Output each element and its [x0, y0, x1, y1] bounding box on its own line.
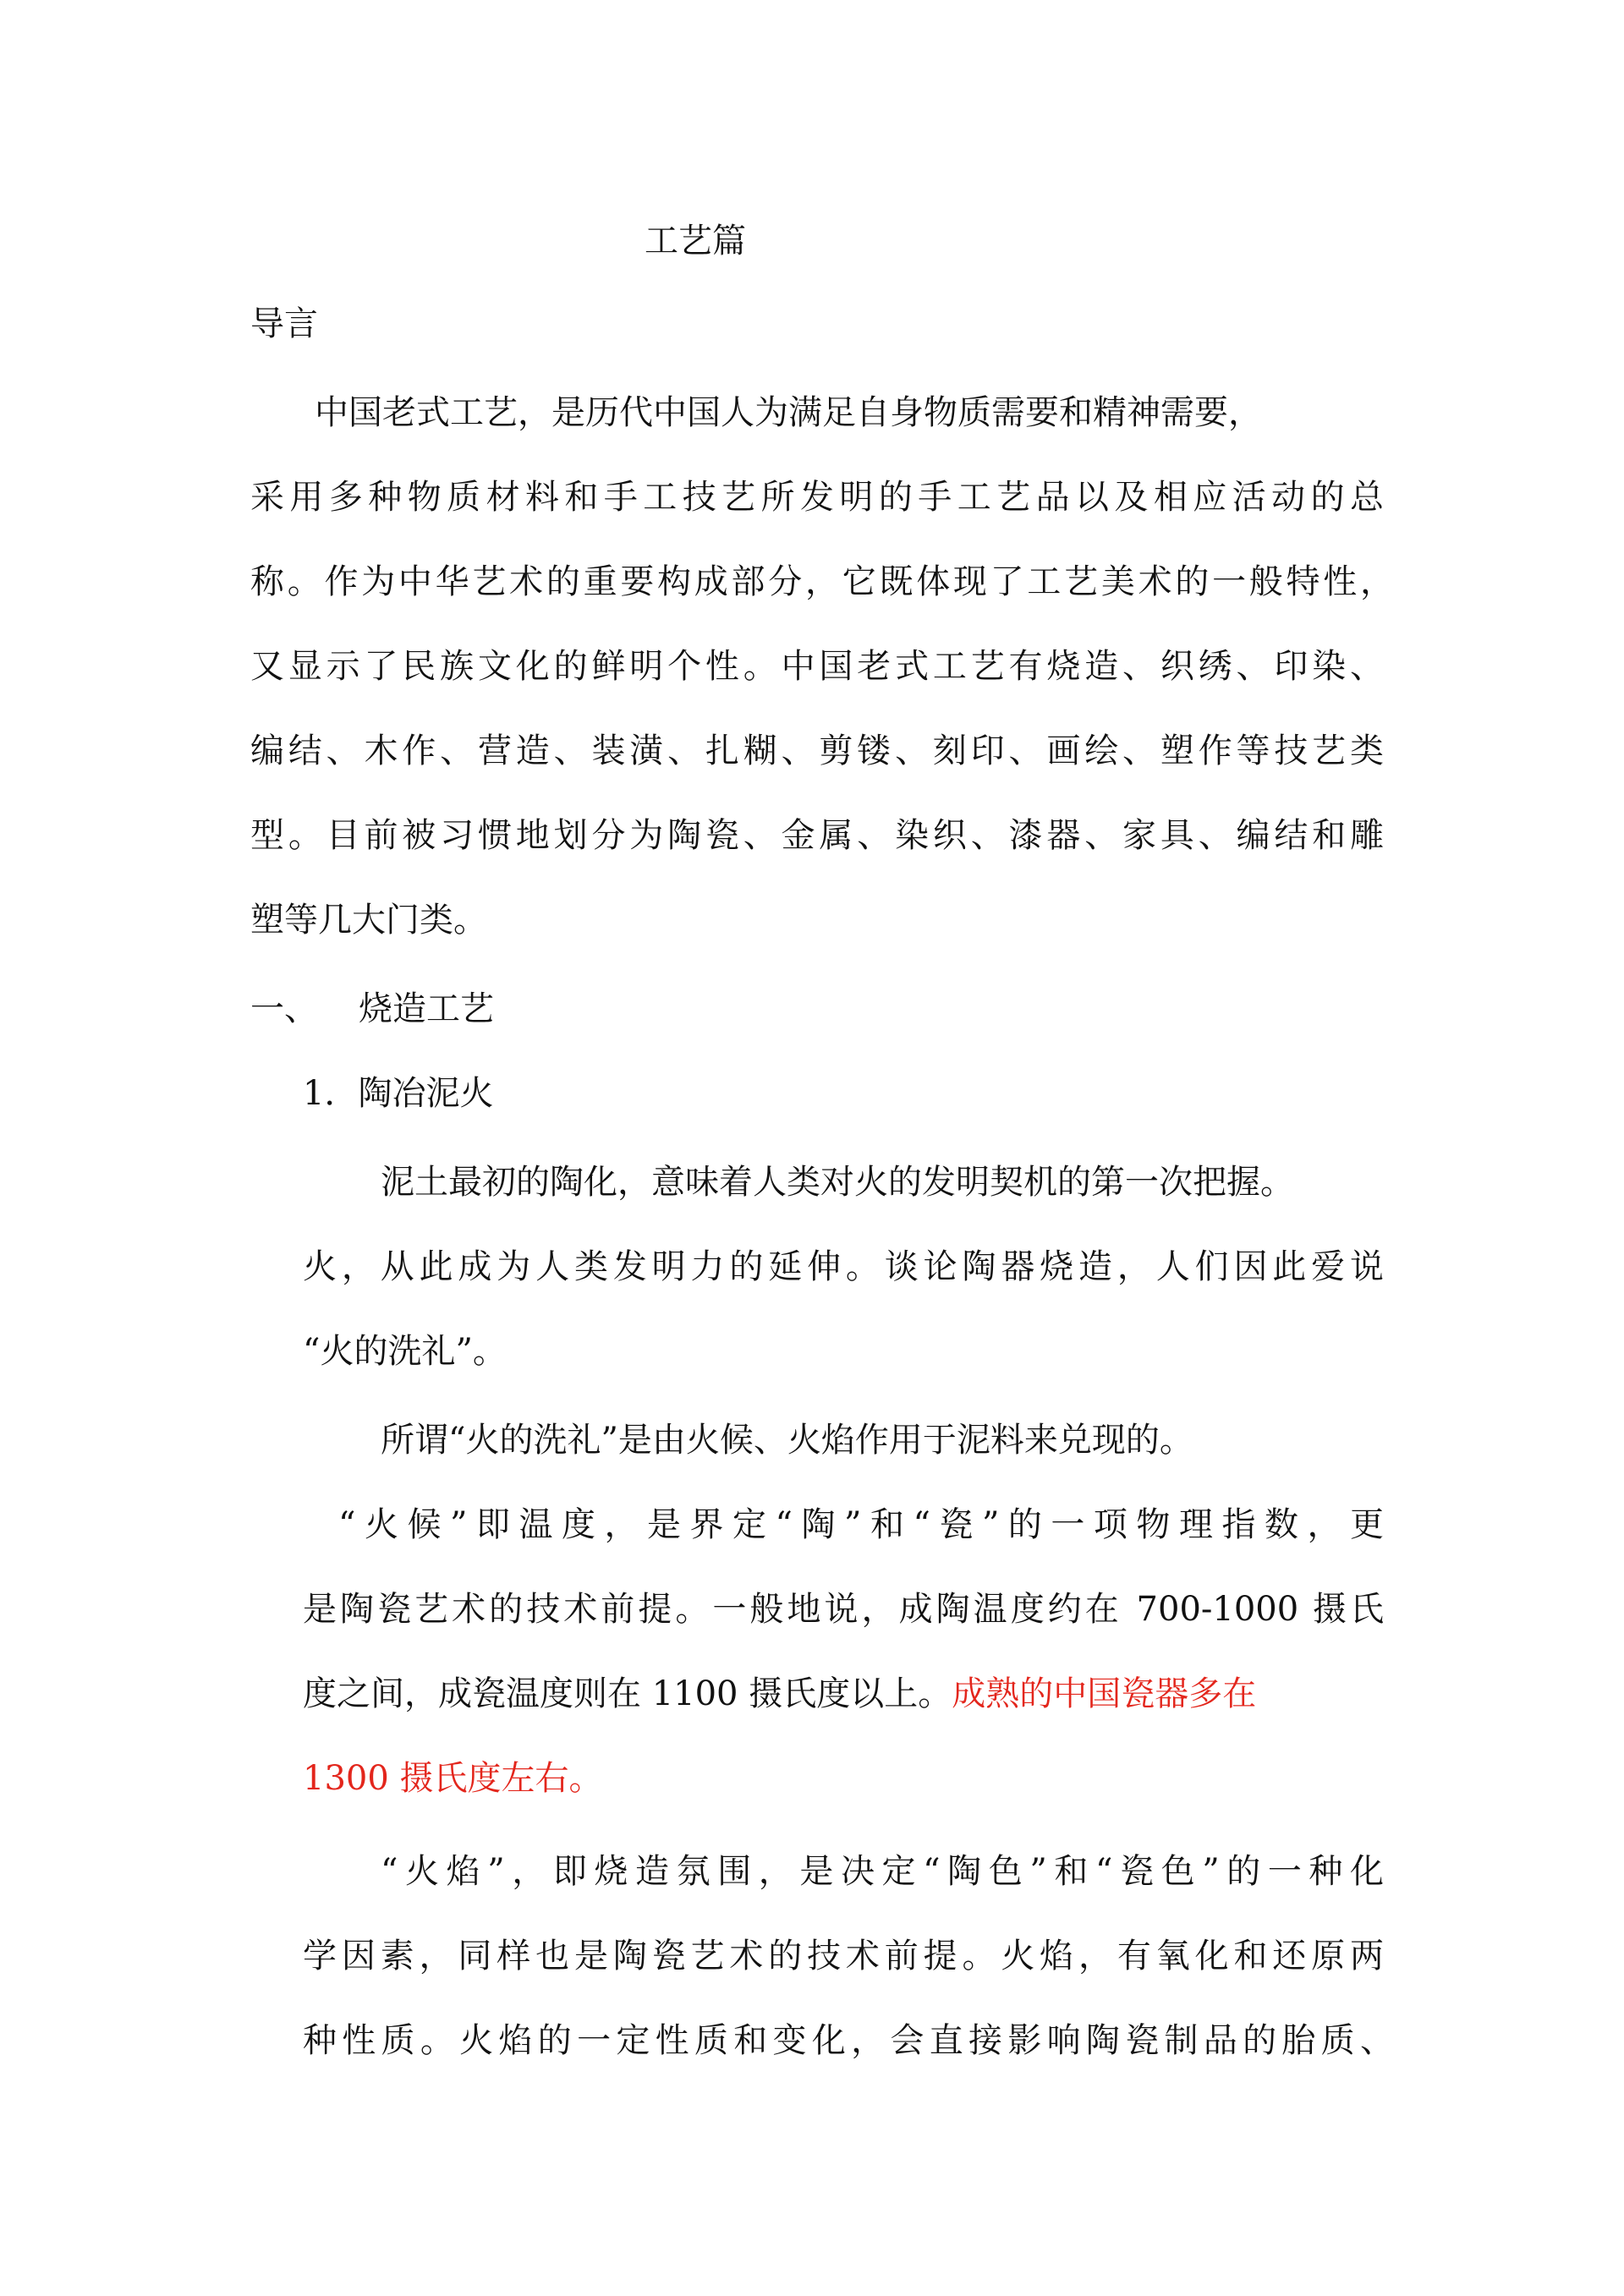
paragraph-line: 型。目前被习惯地划分为陶瓷、金属、染织、漆器、家具、编结和雕 — [250, 816, 1384, 855]
subsection-title: 1．陶冶泥火 — [303, 1074, 494, 1113]
paragraph-line: “火的洗礼”。 — [303, 1332, 507, 1371]
paragraph-line: 称。作为中华艺术的重要构成部分，它既体现了工艺美术的一般特性， — [250, 562, 1394, 601]
paragraph-line: 中国老式工艺，是历代中国人为满足自身物质需要和精神需要， — [315, 393, 1262, 432]
paragraph-line: 种性质。火焰的一定性质和变化，会直接影响陶瓷制品的胎质、 — [303, 2021, 1394, 2060]
document-title: 工艺篇 — [645, 222, 746, 260]
paragraph-line: “火焰”，即烧造氛围，是决定“陶色”和“瓷色”的一种化 — [381, 1852, 1384, 1891]
paragraph-line — [303, 1673, 1394, 1715]
paragraph-line: 又显示了民族文化的鲜明个性。中国老式工艺有烧造、织绣、印染、 — [250, 647, 1384, 686]
section-title: 烧造工艺 — [359, 989, 494, 1028]
section-number: 一、 — [250, 989, 318, 1028]
paragraph-line: 编结、木作、营造、装潢、扎糊、剪镂、刻印、画绘、塑作等技艺类 — [250, 732, 1384, 770]
paragraph-line: 学因素，同样也是陶瓷艺术的技术前提。火焰，有氧化和还原两 — [303, 1937, 1384, 1975]
paragraph-line: “火候”即温度，是界定“陶”和“瓷”的一项物理指数，更 — [338, 1505, 1384, 1544]
paragraph-line: 采用多种物质材料和手工技艺所发明的手工艺品以及相应活动的总 — [250, 478, 1384, 517]
paragraph-line: 是陶瓷艺术的技术前提。一般地说，成陶温度约在 700-1000 摄氏 — [303, 1590, 1384, 1629]
paragraph-line: 泥土最初的陶化，意味着人类对火的发明契机的第一次把握。 — [381, 1163, 1294, 1202]
highlight-text: 1300 摄氏度左右。 — [303, 1759, 603, 1798]
paragraph-line: 塑等几大门类。 — [250, 901, 487, 940]
highlight-text: 成熟的中国瓷器多在 — [952, 1674, 1257, 1713]
paragraph-2: 所谓“火的洗礼”是由火候、火焰作用于泥料来兑现的。 — [381, 1421, 1193, 1460]
intro-heading: 导言 — [250, 304, 318, 343]
paragraph-line: 火，从此成为人类发明力的延伸。谈论陶器烧造，人们因此爱说 — [303, 1247, 1384, 1286]
temperature-text: 度之间，成瓷温度则在 1100 摄氏度以上。 — [303, 1674, 952, 1713]
